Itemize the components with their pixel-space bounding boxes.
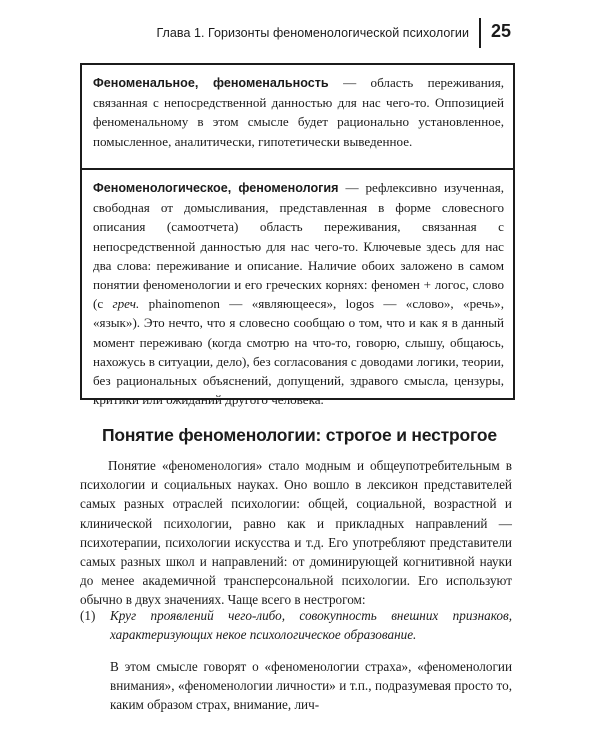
definition-body-part-1: — рефлексивно изученная, свободная от домысливания, представленная в форме словесного описания (самоотчета) область переживания, связанная с непосредственной данностью для нас чего-то. Ключевые здесь для нас два слова: переживание и описание. Наличие обоих заложено в самом понятии феноменологии и его греческих корнях: феномен + логос, слово (с <box>93 180 504 312</box>
page-number: 25 <box>491 21 512 41</box>
definition-body: — область переживания, связанная с непосредственной данностью для нас чего-то. Оппозицией феноменальному в этом смысле будет рационально установленное, помысленное, аналитически, гипотетически выведенное. <box>93 75 505 149</box>
definition-term: Феноменологическое, феноменология <box>93 181 339 195</box>
definition-text <box>93 178 504 409</box>
chapter-title: Глава 1. Горизонты феноменологической психологии <box>156 26 469 40</box>
definition-box-phenomenal <box>80 63 515 170</box>
item-definition: Круг проявлений чего-либо, совокупность внешних признаков, характеризующих некое психологическое образование. <box>110 608 512 643</box>
definition-body-part-2: phainomenon — «являющееся», logos — «слово», «речь», «язык»). Это нечто, что я словесно сообщаю о том, что и как я в данный момент переживаю (когда смотрю на что-то, говорю, слышу, общаюсь, нахожусь в ситуации, дело), без согласования с доводами логики, теории, без рациональных объяснений, допущений, здравого смысла, цензуры, критики или ожиданий другого человека. <box>93 296 504 408</box>
header-divider <box>479 18 481 48</box>
definition-box-phenomenology <box>80 168 515 408</box>
body-paragraph-1: Понятие «феноменология» стало модным и общеупотребительным в психологии и социальных науках. Оно вошло в лексикон представителей самых разных отраслей психологии: общей, социальной, возрастной и клинической психологии, равно как и прикладных направлений — психотерапии, психологии искусства и т.д. Его употребляют представители самых разных школ и направлений: от доминирующей когнитивной науки до менее академичной трансперсональной психологии. Его используют обычно в двух значениях. Чаще всего в нестрогом: <box>80 458 512 608</box>
section-heading: Понятие феноменологии: строгое и нестрогое <box>102 425 497 445</box>
item-number: (1) <box>80 608 96 623</box>
greek-abbreviation: греч. <box>112 296 140 312</box>
definition-text <box>93 73 504 151</box>
body-paragraph-2: В этом смысле говорят о «феноменологии страха», «феноменологии внимания», «феноменологии личности» и т.п., подразумевая просто то, каким образом страх, внимание, лич- <box>110 659 512 713</box>
definition-term: Феноменальное, феноменальность <box>93 76 329 90</box>
running-header <box>0 18 600 48</box>
